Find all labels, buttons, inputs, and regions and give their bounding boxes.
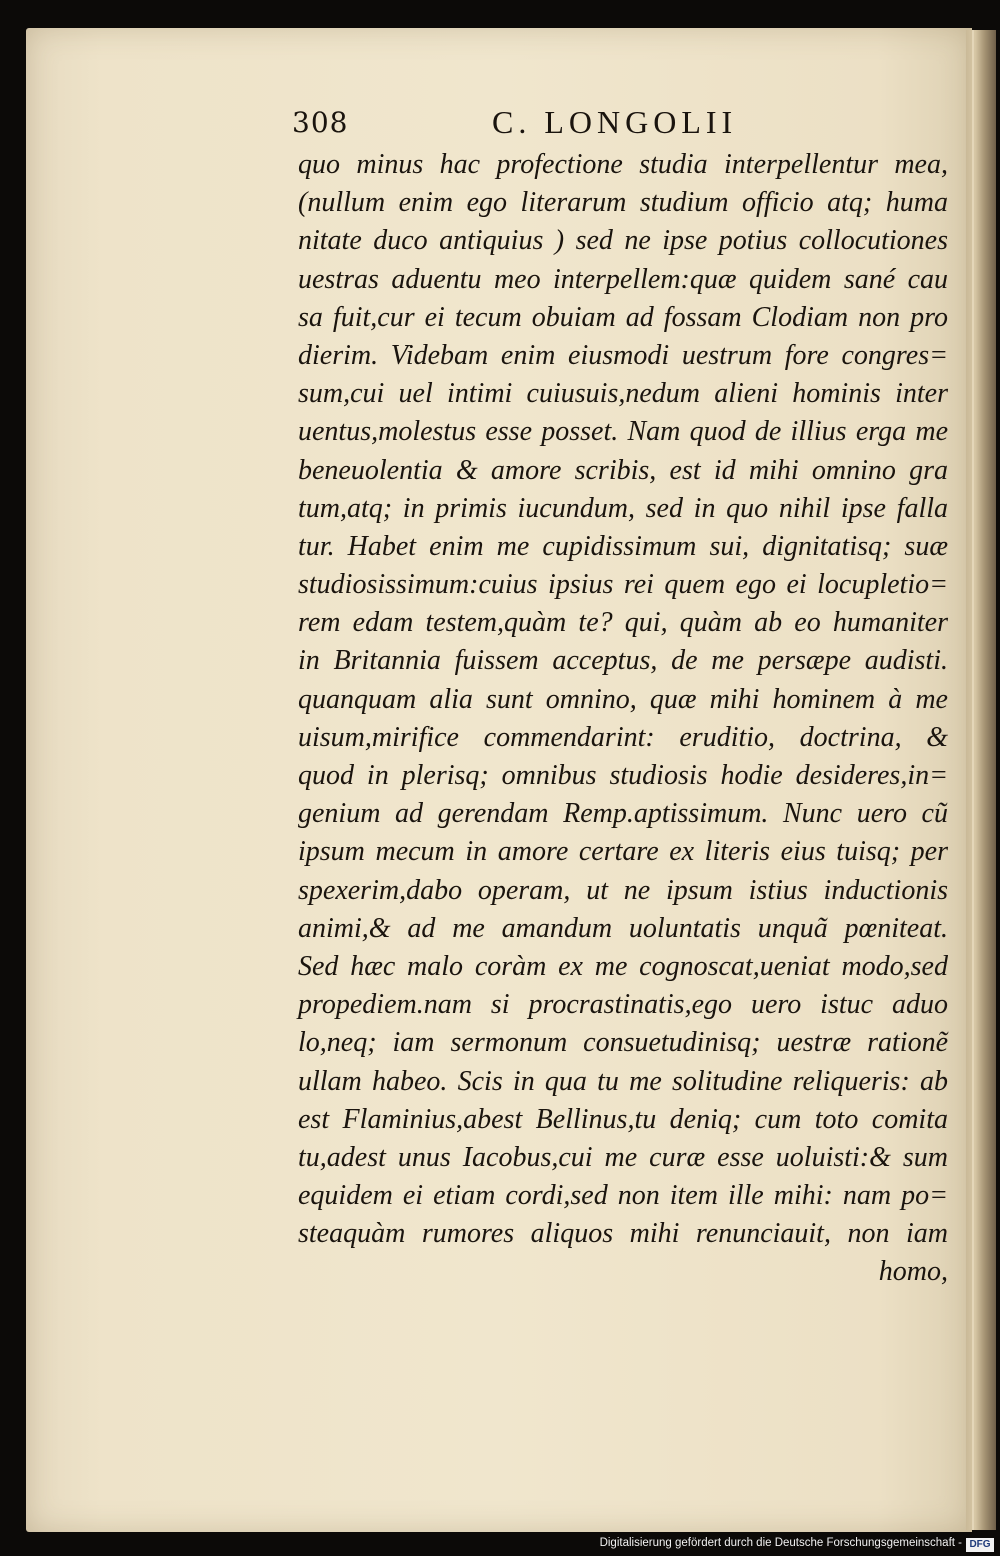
text-line: quanquam alia sunt omnino, quæ mihi hominem à me [298, 683, 948, 715]
dfg-logo-icon: DFG [966, 1538, 994, 1552]
text-line: nitate duco antiquius ) sed ne ipse potius collocutiones [298, 225, 948, 257]
text-line: Sed hæc malo coràm ex me cognoscat,ueniat modo,sed [298, 950, 948, 982]
catchword: homo, [878, 1256, 948, 1288]
text-line: quod in plerisq; omnibus studiosis hodie desideres,in= [298, 760, 948, 791]
body-text [298, 146, 948, 1292]
text-line: sum,cui uel intimi cuiusuis,nedum alieni hominis inter [298, 378, 948, 410]
text-line: rem edam testem,quàm te? qui, quàm ab eo humaniter [298, 607, 948, 639]
text-line: studiosissimum:cuius ipsius rei quem ego ei locupletio= [298, 569, 948, 601]
text-line: equidem ei etiam cordi,sed non item ille mihi: nam po= [298, 1180, 948, 1212]
text-line: animi,& ad me amandum uoluntatis unquã pœniteat. [298, 912, 948, 944]
text-line: beneuolentia & amore scribis, est id mihi omnino gra [298, 454, 948, 486]
text-line: lo,neq; iam sermonum consuetudinisq; uestræ rationẽ [298, 1027, 948, 1059]
text-line: spexerim,dabo operam, ut ne ipsum istius inductionis [298, 874, 948, 906]
page-edge [966, 30, 996, 1530]
text-line: propediem.nam si procrastinatis,ego uero istuc aduo [298, 989, 948, 1021]
text-line: sa fuit,cur ei tecum obuiam ad fossam Clodiam non pro [298, 301, 948, 333]
text-line: est Flaminius,abest Bellinus,tu deniq; cum toto comita [298, 1103, 948, 1135]
text-line: tu,adest unus Iacobus,cui me curæ esse uoluisti:& sum [298, 1141, 948, 1173]
text-line: genium ad gerendam Remp.aptissimum. Nunc uero cũ [298, 798, 948, 830]
page-header [292, 104, 942, 144]
text-line: tum,atq; in primis iucundum, sed in quo nihil ipse falla [298, 492, 948, 524]
page-number: 308 [292, 106, 349, 139]
text-line: steaquàm rumores aliquos mihi renunciauit, non iam [298, 1218, 948, 1250]
text-line: dierim. Videbam enim eiusmodi uestrum fore congres= [298, 339, 948, 371]
text-line: ipsum mecum in amore certare ex literis eius tuisq; per [298, 836, 948, 868]
text-line: tur. Habet enim me cupidissimum sui, dignitatisq; suæ [298, 530, 948, 562]
text-line: ullam habeo. Scis in qua tu me solitudine reliqueris: ab [298, 1065, 948, 1097]
text-line: uestras aduentu meo interpellem:quæ quidem sané cau [298, 263, 948, 295]
running-head: C. LONGOLII [492, 104, 738, 140]
text-line: uentus,molestus esse posset. Nam quod de illius erga me [298, 416, 948, 448]
footer-bar [0, 1534, 1000, 1556]
text-line: quo minus hac profectione studia interpellentur mea, [298, 149, 948, 180]
text-line: uisum,mirifice commendarint: eruditio, doctrina, & [298, 721, 948, 753]
text-line: in Britannia fuissem acceptus, de me persæpe audisti. [298, 645, 948, 677]
text-line: (nullum enim ego literarum studium officio atq; huma [298, 187, 948, 219]
funding-credit: Digitalisierung gefördert durch die Deutsche Forschungsgemeinschaft - [599, 1537, 962, 1549]
